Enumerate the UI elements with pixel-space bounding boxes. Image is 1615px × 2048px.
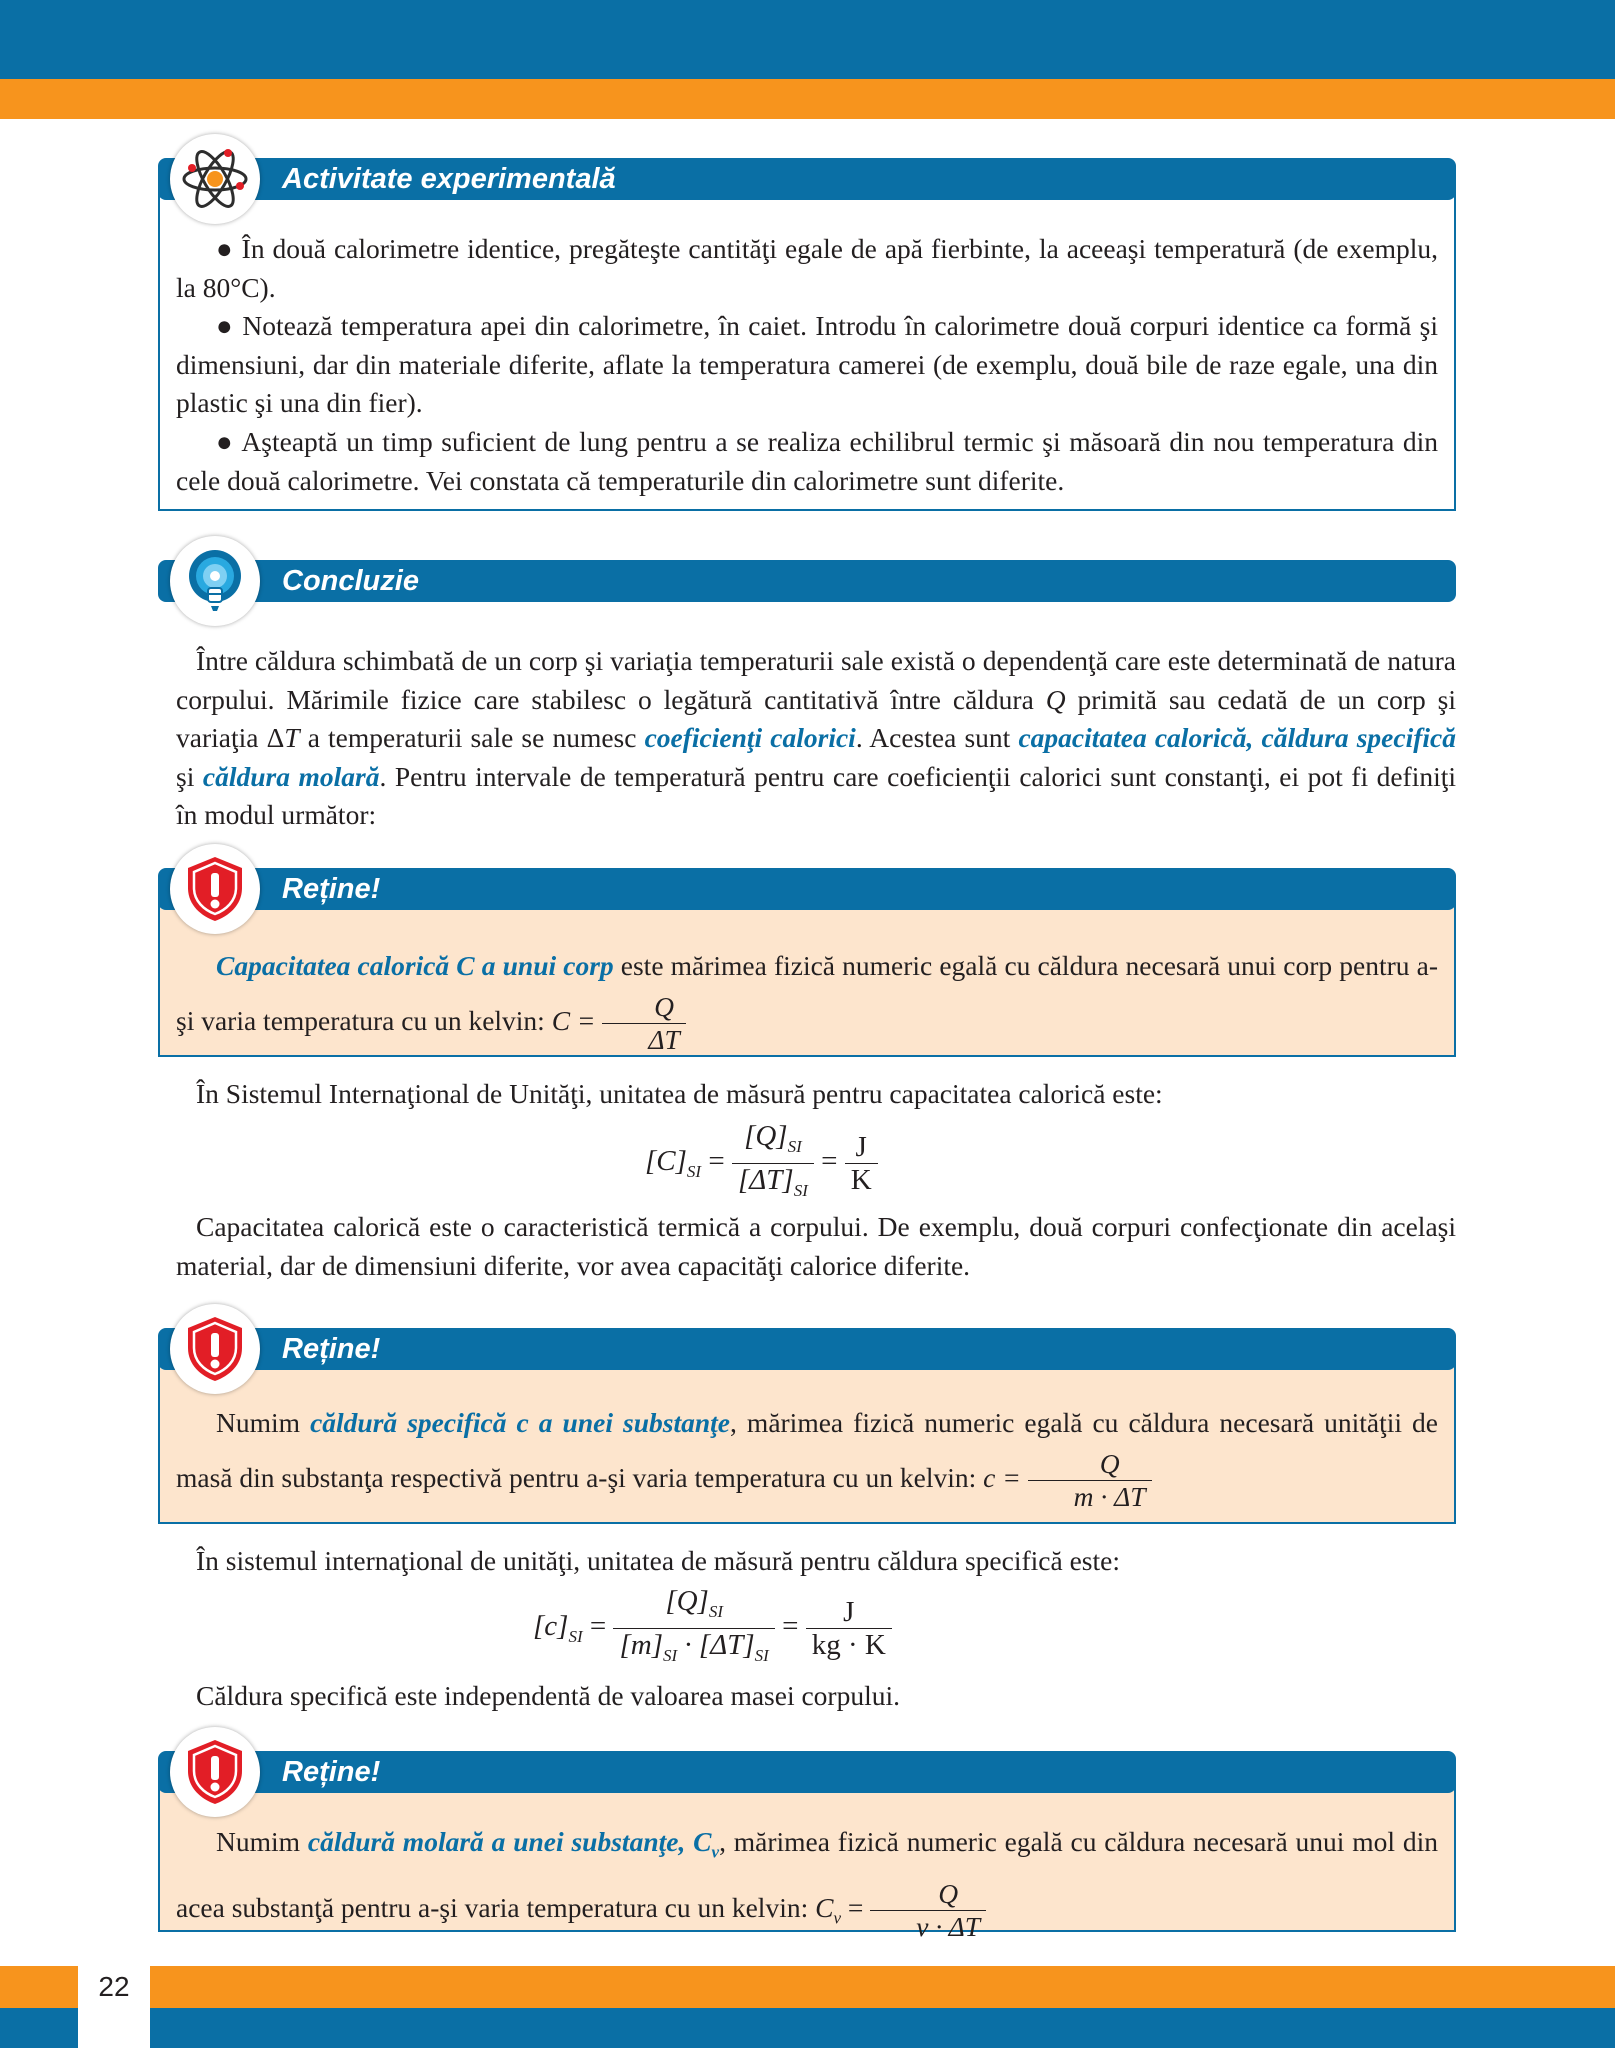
retine-text-3: Numim căldură molară a unei substanţe, $C_\nu$, mărimea fizică numeric egală cu căldura necesară unui mol din acea substanţă pentru a-şi varia temperatura cu un kelvin: $C_\nu$ = $\frac{Q}{\nu \cdot \Delta T}$	[176, 1826, 1438, 1942]
conclusion-title: Concluzie	[282, 565, 419, 597]
warning-shield-icon	[170, 844, 260, 934]
retine-title-2: Reține!	[282, 1333, 381, 1365]
lightbulb-icon	[170, 536, 260, 626]
term-caldura-molara: căldura molară	[202, 760, 380, 792]
activity-item-2: ● Notează temperatura apei din calorimetre, în caiet. Introdu în calorimetre două corpuri identice ca formă şi dimensiuni, dar din materiale diferite, aflate la temperatura camerei (de exemplu, două bile de raze egale, una din plastic şi una din fier).	[176, 310, 1438, 418]
page-number: 22	[98, 1971, 130, 2002]
retine-header-1	[158, 868, 1456, 910]
retine-title-1: Reține!	[282, 873, 381, 905]
top-blue-band	[0, 0, 1615, 79]
term-capacitatea-calorica-C: Capacitatea calorică C a unui corp	[216, 950, 614, 981]
retine-title-3: Reține!	[282, 1756, 381, 1788]
warning-shield-icon	[170, 1304, 260, 1394]
activity-header	[158, 158, 1456, 200]
conclusion-paragraph: Între căldura schimbată de un corp şi variaţia temperaturii sale există o dependenţă care este determinată de natura corpului. Mărimile fizice care stabilesc o legătură cantitativă între căldura Q primită sau cedată de un corp şi variaţia ΔT a temperaturii sale se numesc coeficienţi calorici. Acestea sunt capacitatea calorică, căldura specifică şi căldura molară. Pentru intervale de temperatură pentru care coeficienţii calorici sunt constanţi, ei pot fi definiţi în modul următor:	[176, 645, 1457, 830]
si-intro-2: În sistemul internaţional de unităţi, unitatea de măsură pentru căldura specifică este:	[196, 1545, 1120, 1576]
retine-text-2: Numim căldură specifică c a unei substanţe, mărimea fizică numeric egală cu căldura necesară unităţii de masă din substanţa respectivă pentru a-şi varia temperatura cu un kelvin: c = $\frac{Q}{m \cdot \Delta T}$	[176, 1407, 1438, 1512]
retine-header-2	[158, 1328, 1456, 1370]
si-intro-1: În Sistemul Internaţional de Unităţi, unitatea de măsură pentru capacitatea calorică este:	[196, 1078, 1163, 1109]
si-after-2: Căldura specifică este independentă de valoarea masei corpului.	[196, 1680, 900, 1711]
warning-shield-icon	[170, 1727, 260, 1817]
si-after-1: Capacitatea calorică este o caracteristică termică a corpului. De exemplu, două corpuri confecţionate din acelaşi material, dar de dimensiuni diferite, vor avea capacităţi calorice diferite.	[176, 1211, 1456, 1281]
atom-icon	[170, 134, 260, 224]
footer-blue-band	[0, 2008, 1615, 2048]
term-capacitatea-calorica: capacitatea calorică, căldura specifică	[1018, 722, 1456, 753]
retine-header-3	[158, 1751, 1456, 1793]
activity-title: Activitate experimentală	[282, 163, 616, 195]
term-caldura-specifica: căldură specifică c a unei substanţe	[310, 1407, 731, 1438]
si-formula-1: $[C]_{SI}$ = $\frac{[Q]_{SI}}{[\Delta T]_{SI}}$ = $\frac{J}{K}$	[645, 1120, 878, 1207]
term-coeficienti-calorici: coeficienţi calorici	[644, 722, 856, 753]
term-caldura-molara-Cv: căldură molară a unei substanţe, C	[307, 1826, 712, 1857]
top-orange-band	[0, 79, 1615, 119]
formula-Cv: $\frac{Q}{\nu \cdot \Delta T}$	[870, 1878, 986, 1943]
conclusion-header	[158, 560, 1456, 602]
retine-text-1: Capacitatea calorică C a unui corp este mărimea fizică numeric egală cu căldura necesară unui corp pentru a-şi varia temperatura cu un kelvin: C = $\frac{Q}{\Delta T}$	[176, 950, 1438, 1055]
activity-item-3: ● Aşteaptă un timp suficient de lung pentru a se realiza echilibrul termic şi măsoară din nou temperatura din cele două calorimetre. Vei constata că temperaturile din calorimetre sunt diferite.	[176, 426, 1438, 496]
activity-item-1: ● În două calorimetre identice, pregăteşte cantităţi egale de apă fierbinte, la aceeaşi temperatură (de exemplu, la 80°C).	[176, 233, 1438, 303]
formula-C: $\frac{Q}{\Delta T}$	[602, 991, 685, 1056]
formula-c: $\frac{Q}{m \cdot \Delta T}$	[1028, 1448, 1152, 1513]
si-formula-2: $[c]_{SI}$ = $\frac{[Q]_{SI}}{[m]_{SI} \cdot [\Delta T]_{SI}}$ = $\frac{J}{kg \cdot K}$	[533, 1585, 892, 1672]
footer-orange-band	[0, 1966, 1615, 2008]
